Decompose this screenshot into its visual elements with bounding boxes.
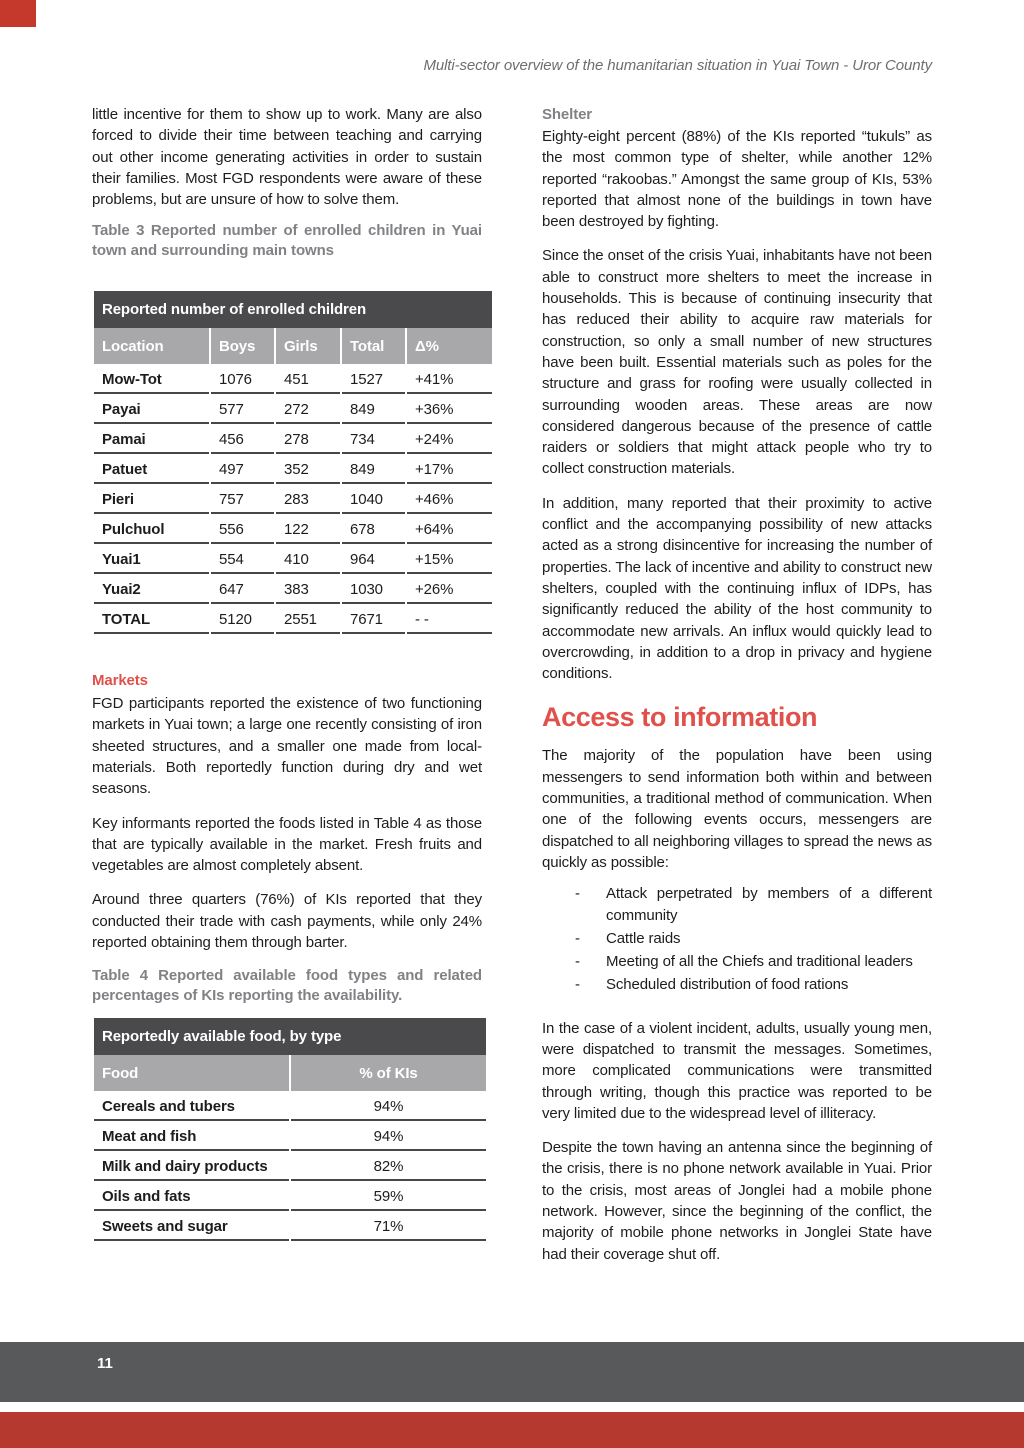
right-column [542, 104, 932, 1278]
access-paragraph-1: In the case of a violent incident, adults, usually young men, were dispatched to transmit the messages. Sometimes, more complicated communications were transmitted through writing, though this practice was reported to be very limited due to the widespread level of illiteracy. [542, 1019, 932, 1122]
shelter-paragraph-1: Eighty-eight percent (88%) of the KIs reported “tukuls” as the most common type of shelter, while another 12% reported “rakoobas.” Amongst the same group of KIs, 53% reported that almost none of the buildings in town have been destroyed by fighting. [542, 128, 932, 231]
column-header-boys: Boys [211, 328, 274, 364]
table-cell: Oils and fats [94, 1181, 289, 1211]
bullet-item: - Meeting of all the Chiefs and traditional leaders [542, 951, 932, 972]
markets-heading: Markets [92, 672, 148, 690]
table-cell: Mow-Tot [94, 364, 209, 394]
table-cell: Pieri [94, 484, 209, 514]
access-paragraph-2: Despite the town having an antenna since the beginning of the crisis, there is no phone network available in Yuai. Prior to the crisis, most areas of Jonglei had a mobile phone network. However, since the beginning of the conflict, the majority of mobile phone networks in Jonglei State have had their coverage shut off. [542, 1139, 932, 1263]
page-number: 11 [97, 1355, 113, 1372]
table-cell: 5120 [211, 604, 274, 634]
page-number-bar [0, 1342, 1024, 1402]
table-cell: Milk and dairy products [94, 1151, 289, 1181]
table-cell: +36% [407, 394, 492, 424]
column-header-girls: Girls [276, 328, 340, 364]
access-to-information-heading: Access to information [542, 702, 818, 733]
table-cell: 352 [276, 454, 340, 484]
table-cell: 964 [342, 544, 405, 574]
table-row [94, 574, 492, 604]
table-cell: 647 [211, 574, 274, 604]
table-cell: 577 [211, 394, 274, 424]
table-cell: +26% [407, 574, 492, 604]
page-corner-mark [0, 0, 36, 27]
column-header-total: Total [342, 328, 405, 364]
table-cell: +41% [407, 364, 492, 394]
shelter-paragraph-2: Since the onset of the crisis Yuai, inhabitants have not been able to construct more shelters to meet the increase in households. This is because of continuing insecurity that has reduced their ability to acquire raw materials for construction, so only a small number of new structures have been built. Essential materials such as poles for the structure and grass for roofing were usually collected in surrounding wooden areas. These areas are now considered dangerous because of the presence of cattle raiders or soldiers that might attack people who try to collect construction materials. [542, 247, 932, 478]
table-cell: Yuai1 [94, 544, 209, 574]
table4-body [94, 1091, 486, 1241]
table-row [94, 1211, 486, 1241]
table-cell: 94% [291, 1121, 486, 1151]
table-cell: 734 [342, 424, 405, 454]
table-cell: 1040 [342, 484, 405, 514]
markets-paragraph-3: Around three quarters (76%) of KIs reported that they conducted their trade with cash payments, while only 24% reported obtaining them through barter. [92, 891, 482, 952]
table-cell: Pamai [94, 424, 209, 454]
shelter-heading: Shelter [542, 106, 593, 123]
table-cell: 383 [276, 574, 340, 604]
table-cell: 554 [211, 544, 274, 574]
running-header: Multi-sector overview of the humanitarian situation in Yuai Town - Uror County [423, 57, 932, 74]
table-row [94, 514, 492, 544]
enrolled-children-table [92, 291, 494, 634]
table-cell: Sweets and sugar [94, 1211, 289, 1241]
bullet-item: - Attack perpetrated by members of a different community [542, 883, 932, 926]
table-cell: +64% [407, 514, 492, 544]
table-cell: 678 [342, 514, 405, 544]
table4-caption: Table 4 Reported available food types and related percentages of KIs reporting the availability. [92, 967, 482, 1005]
table-row [94, 1091, 486, 1121]
table-cell: 7671 [342, 604, 405, 634]
table-cell: 1527 [342, 364, 405, 394]
table-cell: Cereals and tubers [94, 1091, 289, 1121]
table-cell: Pulchuol [94, 514, 209, 544]
table-title: Reportedly available food, by type [94, 1018, 486, 1054]
table-cell: 456 [211, 424, 274, 454]
access-intro-paragraph: The majority of the population have been using messengers to send information both within and between communities, a traditional method of communication. When one of the following events occurs, messengers are dispatched to all neighboring villages to spread the news as quickly as possible: [542, 747, 932, 871]
table-header-row [94, 1055, 486, 1091]
two-column-layout [92, 104, 932, 1278]
table-cell: - - [407, 604, 492, 634]
table-row [94, 454, 492, 484]
table-row [94, 1181, 486, 1211]
column-header-delta: Δ% [407, 328, 492, 364]
table-cell: +17% [407, 454, 492, 484]
markets-paragraph-2: Key informants reported the foods listed in Table 4 as those that are typically available in the market. Fresh fruits and vegetables are almost completely absent. [92, 814, 482, 875]
available-food-table [92, 1018, 488, 1241]
table-cell: Patuet [94, 454, 209, 484]
table-cell: +15% [407, 544, 492, 574]
table-cell: 59% [291, 1181, 486, 1211]
table-row [94, 604, 492, 634]
table-cell: 849 [342, 394, 405, 424]
table-title-row [94, 291, 492, 327]
table-cell: 556 [211, 514, 274, 544]
table-cell: Yuai2 [94, 574, 209, 604]
table-cell: 757 [211, 484, 274, 514]
table-row [94, 1121, 486, 1151]
table-row [94, 484, 492, 514]
table3-body [94, 364, 492, 634]
messenger-events-list [542, 883, 932, 995]
table-title: Reported number of enrolled children [94, 291, 492, 327]
table-cell: 451 [276, 364, 340, 394]
table-cell: 272 [276, 394, 340, 424]
table-header-row [94, 328, 492, 364]
left-column [92, 104, 482, 1278]
table-row [94, 544, 492, 574]
table-cell: 1076 [211, 364, 274, 394]
table-cell: 849 [342, 454, 405, 484]
table-row [94, 394, 492, 424]
table-cell: 278 [276, 424, 340, 454]
footer-accent-bar [0, 1412, 1024, 1448]
column-header-food: Food [94, 1055, 289, 1091]
table-cell: +24% [407, 424, 492, 454]
table-title-row [94, 1018, 486, 1054]
table-cell: 94% [291, 1091, 486, 1121]
table-row [94, 424, 492, 454]
column-header-location: Location [94, 328, 209, 364]
table-cell: 2551 [276, 604, 340, 634]
table-cell: 1030 [342, 574, 405, 604]
table-cell: 82% [291, 1151, 486, 1181]
markets-paragraph-1: FGD participants reported the existence of two functioning markets in Yuai town; a large one recently consisting of iron sheeted structures, and a smaller one made from local-materials. Both reportedly function during dry and wet seasons. [92, 695, 482, 798]
column-header-percent-kis: % of KIs [291, 1055, 486, 1091]
shelter-paragraph-3: In addition, many reported that their proximity to active conflict and the accompanying possibility of new attacks acted as a strong disincentive for increasing the number of properties. The lack of incentive and ability to construct new shelters, coupled with the continuing influx of IDPs, has significantly reduced the ability of the host community to accommodate new arrivals. An influx would quickly lead to overcrowding, in addition to a drop in privacy and hygiene conditions. [542, 494, 932, 683]
table-row [94, 1151, 486, 1181]
table-cell: 410 [276, 544, 340, 574]
table-cell: +46% [407, 484, 492, 514]
table-cell: Payai [94, 394, 209, 424]
table-cell: 122 [276, 514, 340, 544]
table-row [94, 364, 492, 394]
bullet-item: - Cattle raids [542, 928, 932, 949]
table-cell: TOTAL [94, 604, 209, 634]
table-cell: Meat and fish [94, 1121, 289, 1151]
intro-paragraph: little incentive for them to show up to work. Many are also forced to divide their time between teaching and carrying out other income generating activities in order to sustain their families. Most FGD respondents were aware of these problems, but are unsure of how to solve them. [92, 106, 482, 209]
table3-caption: Table 3 Reported number of enrolled children in Yuai town and surrounding main towns [92, 222, 482, 260]
bullet-item: - Scheduled distribution of food rations [542, 974, 932, 995]
table-cell: 283 [276, 484, 340, 514]
table-cell: 497 [211, 454, 274, 484]
table-cell: 71% [291, 1211, 486, 1241]
